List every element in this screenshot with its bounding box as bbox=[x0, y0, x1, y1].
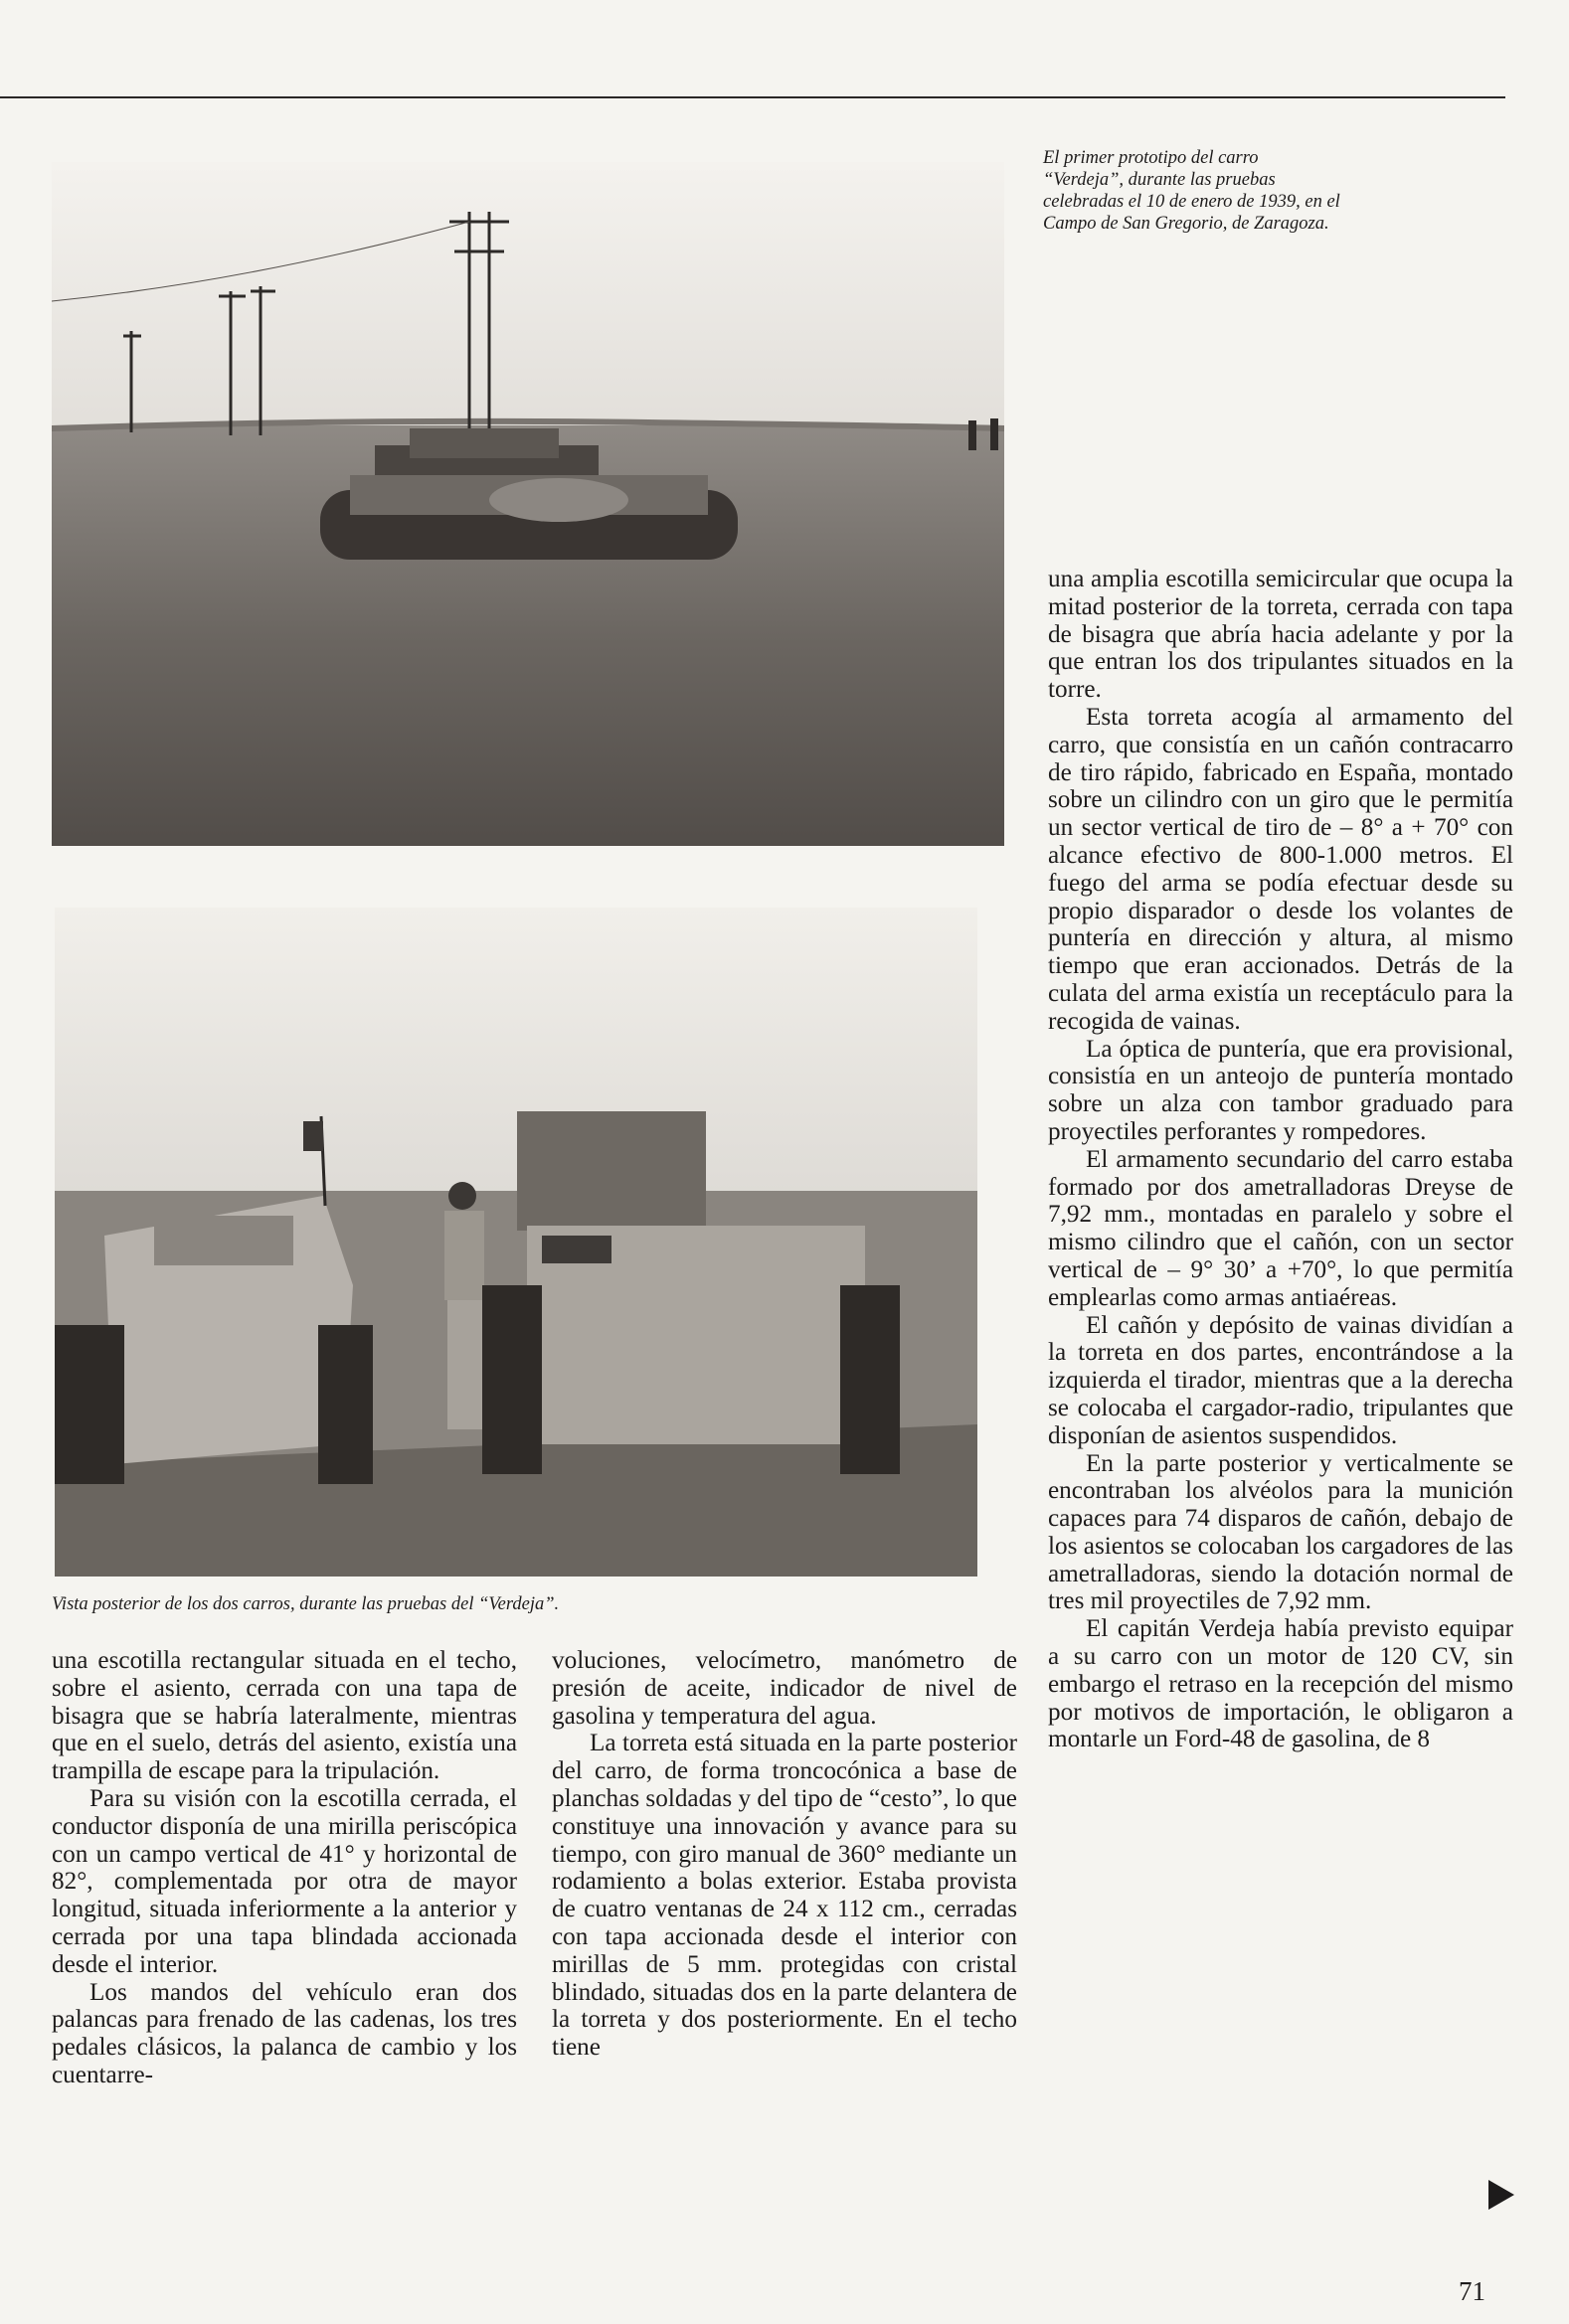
paragraph: Los mandos del vehículo eran dos palancas para frenado de las cadenas, los tres pedales clásicos, la palanca de cambio y los cuentarre- bbox=[52, 1978, 517, 2088]
next-page-arrow-icon bbox=[1488, 2180, 1514, 2210]
paragraph: La óptica de puntería, que era provisional, consistía en un anteojo de puntería montado sobre un alza con tambor graduado para proyectiles perforantes y rompedores. bbox=[1048, 1035, 1513, 1145]
article-column-left bbox=[52, 1647, 517, 2089]
top-photo-caption: El primer prototipo del carro “Verdeja”, durante las pruebas celebradas el 10 de enero de 1939, en el Campo de San Gregorio, de Zaragoza. bbox=[1043, 148, 1340, 234]
paragraph: una escotilla rectangular situada en el techo, sobre el asiento, cerrada con una tapa de bisagra que se habría lateralmente, mientras que en el suelo, detrás del asiento, existía una trampilla de escape para la tripulación. bbox=[52, 1647, 517, 1785]
paragraph: En la parte posterior y verticalmente se encontraban los alvéolos para la munición capaces para 74 disparos de cañón, debajo de los asientos se colocaban los cargadores de las ametralladoras, siendo la dotación normal de tres mil proyectiles de 7,92 mm. bbox=[1048, 1449, 1513, 1615]
paragraph: una amplia escotilla semicircular que ocupa la mitad posterior de la torreta, cerrada con tapa de bisagra que abría hacia adelante y por la que entran los dos tripulantes situados en la torre. bbox=[1048, 566, 1513, 704]
page-number: 71 bbox=[1459, 2276, 1485, 2306]
paragraph: El cañón y depósito de vainas dividían a la torreta en dos partes, encontrándose a la izquierda el tirador, mientras que a la derecha se colocaba el cargador-radio, tripulantes que disponían de asientos suspendidos. bbox=[1048, 1311, 1513, 1449]
paragraph: El capitán Verdeja había previsto equipar a su carro con un motor de 120 CV, sin embargo el retraso en la recepción del mismo por motivos de importación, le obligaron a montarle un Ford-48 de gasolina, de 8 bbox=[1048, 1615, 1513, 1753]
article-column-middle bbox=[552, 1647, 1017, 2062]
header-rule bbox=[0, 96, 1505, 98]
paragraph: voluciones, velocímetro, manómetro de presión de aceite, indicador de nivel de gasolina y temperatura del agua. bbox=[552, 1647, 1017, 1730]
bottom-photo-caption: Vista posterior de los dos carros, durante las pruebas del “Verdeja”. bbox=[52, 1594, 560, 1614]
paragraph: El armamento secundario del carro estaba formado por dos ametralladoras Dreyse de 7,92 mm., montadas en paralelo y sobre el mismo cilindro que el cañón, con un sector vertical de – 9° 30’ a +70°, lo que permitía emplearlas como armas antiaéreas. bbox=[1048, 1145, 1513, 1311]
two-tanks-rear-photo bbox=[55, 908, 977, 1577]
tank-prototype-photo bbox=[52, 162, 1004, 846]
paragraph: La torreta está situada en la parte posterior del carro, de forma troncocónica a base de planchas soldadas y del tipo de “cesto”, lo que constituye una innovación y avance para su tiempo, con giro manual de 360° mediante un rodamiento a bolas exterior. Estaba provista de cuatro ventanas de 24 x 112 cm., cerradas con tapa accionada desde el interior con mirillas de 5 mm. protegidas con cristal blindado, situadas dos en la parte delantera de la torreta y dos posteriormente. En el techo tiene bbox=[552, 1730, 1017, 2062]
paragraph: Esta torreta acogía al armamento del carro, que consistía en un cañón contracarro de tiro rápido, fabricado en España, montado sobre un cilindro con un giro que le permitía un sector vertical de tiro de – 8° a + 70° con alcance efectivo de 800-1.000 metros. El fuego del arma se podía efectuar desde su propio disparador o desde los volantes de puntería en dirección y altura, al mismo tiempo que eran accionados. Detrás de la culata del arma existía un receptáculo para la recogida de vainas. bbox=[1048, 703, 1513, 1035]
article-column-right bbox=[1048, 566, 1513, 1753]
paragraph: Para su visión con la escotilla cerrada, el conductor disponía de una mirilla periscópica con un campo vertical de 41° y horizontal de 82°, complementada por otra de mayor longitud, situada inferiormente a la anterior y cerrada por una tapa blindada accionada desde el interior. bbox=[52, 1784, 517, 1978]
